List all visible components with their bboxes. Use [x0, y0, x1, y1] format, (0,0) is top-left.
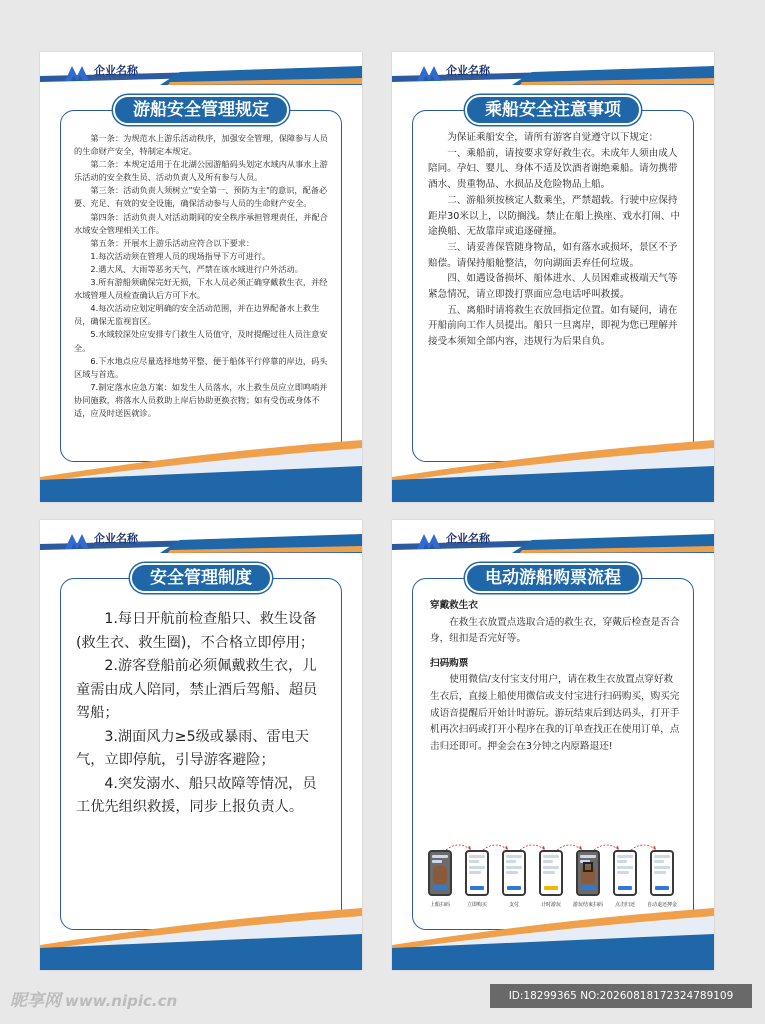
company-logo — [64, 530, 138, 552]
notice-text — [428, 130, 682, 350]
process-text — [430, 598, 680, 755]
process-step — [613, 850, 641, 908]
phone-screen-icon — [613, 850, 637, 896]
step-label: 立即购买 — [466, 902, 487, 908]
board-title: 安全管理制度 — [130, 563, 272, 593]
logo-sub: QIYE MINGCHENG — [446, 76, 485, 81]
rule-paragraph: 7.制定落水应急方案：如发生人员落水，水上救生员应立即鸣哨并协同施救，将落水人员救助上岸后协助更换衣物；如有受伤或身体不适，应及时送医就诊。 — [74, 381, 328, 418]
process-step — [572, 850, 604, 908]
phone-screen-icon — [502, 850, 526, 896]
notice-paragraph: 一、乘船前，请按要求穿好救生衣。未成年人须由成人陪同。孕妇、婴儿、身体不适及饮酒者谢绝乘船。请勿携带酒水、贵重物品、水损品及危险物品上船。 — [428, 147, 678, 191]
notice-paragraph: 为保证乘船安全，请所有游客自觉遵守以下规定： — [447, 132, 659, 143]
logo-name: 企业名称 — [94, 63, 138, 77]
logo-sub: QIYE MINGCHENG — [446, 544, 485, 549]
section-heading: 穿戴救生衣 — [430, 600, 478, 611]
process-step — [465, 850, 493, 908]
notice-paragraph: 二、游船须按核定人数乘坐，严禁超载。行驶中应保持距岸30米以上，以防搁浅。禁止在船上换座、戏水打闹、中途换船、无故靠岸或追逐碰撞。 — [428, 194, 681, 238]
process-step — [428, 850, 456, 908]
system-paragraph: 4.突发溺水、船只故障等情况，员工优先组织救援，同步上报负责人。 — [76, 775, 317, 815]
rule-paragraph: 3.所有游船须确保完好无损，下水人员必须正确穿戴救生衣，并经水域管理人员检查确认后方可下水。 — [74, 277, 328, 301]
watermark — [10, 986, 177, 1011]
logo-name: 企业名称 — [446, 531, 490, 545]
rule-paragraph: 第五条：开展水上游乐活动应符合以下要求： — [90, 237, 255, 248]
rule-paragraph: 第一条：为规范水上游乐活动秩序，加强安全管理，保障参与人员的生命财产安全，特制定本规定。 — [74, 133, 328, 157]
company-logo — [64, 62, 138, 84]
phone-screen-icon — [576, 850, 600, 896]
board-safety-system — [40, 520, 362, 970]
system-paragraph: 3.湖面风力≥5级或暴雨、雷电天气，立即停航，引导游客避险； — [76, 728, 310, 768]
rule-paragraph: 第三条：活动负责人须树立"安全第一、预防为主"的意识，配备必要、充足、有效的安全设施，确保活动参与人员的生命财产安全。 — [74, 185, 328, 209]
section-paragraph: 在救生衣放置点选取合适的救生衣，穿戴后检查是否合身，纽扣是否完好等。 — [430, 616, 680, 645]
logo-mark-icon — [416, 64, 442, 82]
bottom-decoration — [392, 900, 714, 970]
system-paragraph: 2.游客登船前必须佩戴救生衣，儿童需由成人陪同，禁止酒后驾船、超员驾船； — [76, 658, 318, 721]
logo-sub: QIYE MINGCHENG — [94, 76, 133, 81]
system-text — [76, 608, 328, 820]
section-paragraph: 使用微信/支付宝支付用户，请在救生衣放置点穿好救生衣后，直接上船使用微信或支付宝进行扫码购买，购买完成语音提醒后开始计时游玩。游玩结束后到达码头，打开手机再次扫码或打开小程序在我的订单查找正在使用订单，点击归还即可。押金会在3分钟之内原路退还! — [430, 674, 680, 752]
rule-paragraph: 6.下水地点应尽量选择地势平整、便于船体平行停靠的岸边，码头区域与首选。 — [74, 355, 328, 379]
phone-screen-icon — [428, 850, 452, 896]
process-steps — [428, 850, 680, 910]
logo-name: 企业名称 — [94, 531, 138, 545]
logo-name: 企业名称 — [446, 63, 490, 77]
step-label: 支付 — [508, 902, 519, 908]
rule-paragraph: 1.每次活动须在管理人员的现场指导下方可进行。 — [90, 250, 271, 261]
phone-screen-icon — [650, 850, 674, 896]
bottom-decoration — [40, 900, 362, 970]
notice-paragraph: 五、离船时请将救生衣放回指定位置。如有疑问，请在开船前向工作人员提出。船只一旦离岸，即视为您已理解并接受本须知全部内容，违规行为后果自负。 — [428, 304, 678, 348]
notice-paragraph: 四、如遇设备损坏、船体进水、人员困难或极端天气等紧急情况，请立即拨打票面应急电话呼叫救援。 — [428, 273, 678, 301]
board-title: 电动游船购票流程 — [465, 563, 641, 593]
rule-paragraph: 第四条：活动负责人对活动期间的安全秩序承担管理责任，并配合水域安全管理相关工作。 — [74, 211, 328, 235]
process-step — [539, 850, 567, 908]
step-label: 点击归还 — [614, 902, 635, 908]
rules-text — [74, 132, 328, 420]
board-ticket-process — [392, 520, 714, 970]
phone-screen-icon — [539, 850, 563, 896]
process-step — [502, 850, 530, 908]
step-label: 计时游玩 — [540, 902, 561, 908]
rule-paragraph: 5.水域较深处应安排专门救生人员值守，及时提醒过往人员注意安全。 — [74, 329, 328, 353]
rule-paragraph: 2.遇大风、大雨等恶劣天气，严禁在该水域进行户外活动。 — [90, 263, 303, 274]
company-logo — [416, 62, 490, 84]
bottom-decoration — [40, 432, 362, 502]
image-id-bar: ID:18299365 NO:20260818172324789109 — [490, 984, 752, 1008]
phone-screen-icon — [465, 850, 489, 896]
board-boat-safety-rules — [40, 52, 362, 502]
watermark-url: www.nipic.cn — [65, 992, 178, 1010]
board-boarding-notice — [392, 52, 714, 502]
board-title: 乘船安全注意事项 — [465, 95, 641, 125]
watermark-brand: 昵享网 — [10, 991, 61, 1011]
step-label: 游玩结束扫码 — [572, 902, 603, 908]
logo-sub: QIYE MINGCHENG — [94, 544, 133, 549]
rule-paragraph: 4.每次活动应划定明确的安全活动范围，并在边界配备水上救生员，确保无监视盲区。 — [74, 303, 320, 327]
logo-mark-icon — [64, 532, 90, 550]
logo-mark-icon — [64, 64, 90, 82]
step-label: 上船扫码 — [429, 902, 450, 908]
rule-paragraph: 第二条：本规定适用于在北湖公园游船码头划定水域内从事水上游乐活动的安全救生员、活动负责人及所有参与人员。 — [74, 159, 328, 183]
company-logo — [416, 530, 490, 552]
section-heading: 扫码购票 — [430, 657, 469, 669]
process-step — [646, 850, 678, 908]
notice-paragraph: 三、请妥善保管随身物品，如有落水或损坏，景区不予赔偿。请保持船舱整洁，勿向湖面丢弃任何垃圾。 — [428, 241, 678, 269]
bottom-decoration — [392, 432, 714, 502]
board-title: 游船安全管理规定 — [113, 95, 289, 125]
step-label: 自动退还押金 — [646, 902, 677, 908]
system-paragraph: 1.每日开航前检查船只、救生设备(救生衣、救生圈)，不合格立即停用； — [76, 611, 317, 651]
logo-mark-icon — [416, 532, 442, 550]
